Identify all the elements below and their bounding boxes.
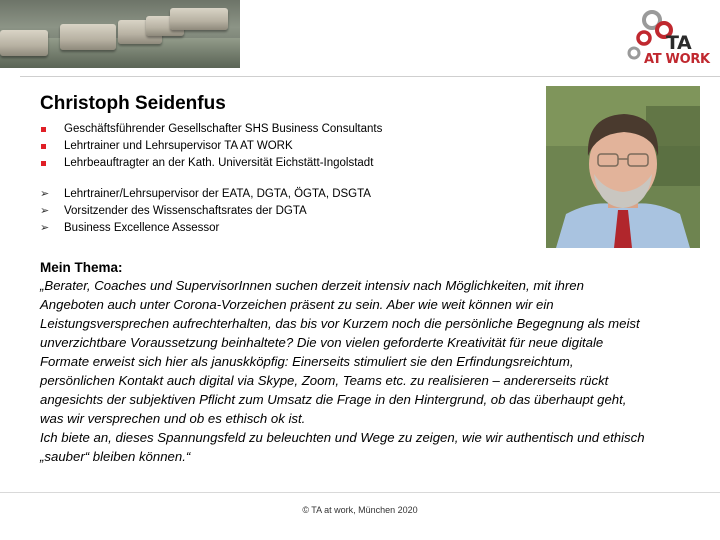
quote-line: unverzichtbare Voraussetzung beinhaltete? Die von vielen geforderte Kreativität für neue digitale [40,335,604,350]
ta-at-work-logo [604,8,716,68]
list-item [40,186,371,203]
quote-line: was wir versprechen und ob es ethisch ok ist. [40,411,306,426]
person-name: Christoph Seidenfus [40,93,226,114]
list-item [40,203,371,220]
list-item [40,138,382,155]
stone [60,24,116,50]
list-item [40,220,371,237]
arrow-bullet-icon: ➢ [40,205,50,217]
thema-quote [40,276,712,466]
list-item [40,121,382,138]
role-text: Lehrbeauftragter an der Kath. Universität Eichstätt-Ingolstadt [64,157,374,169]
portrait-photo [546,86,700,248]
quote-line: angesichts der subjektiven Pflicht zum Umsatz die Frage in den Hintergrund, ob das überhaupt geht, [40,392,627,407]
secondary-roles-list [40,186,371,237]
header-stepping-stones-image [0,0,240,68]
red-square-bullet-icon [41,127,46,132]
arrow-bullet-icon: ➢ [40,188,50,200]
header-divider [20,76,720,77]
portrait-illustration [546,86,700,248]
quote-line: „sauber“ bleiben können.“ [40,449,191,464]
list-item [40,155,382,172]
red-square-bullet-icon [41,144,46,149]
quote-line: Leistungsversprechen aufrechterhalten, das bis vor Kurzem noch die persönliche Begegnung als meist [40,316,640,331]
primary-roles-list [40,121,382,172]
red-square-bullet-icon [41,161,46,166]
logo-text-ta: TA [666,32,692,54]
stone [170,8,228,30]
footer-copyright: © TA at work, München 2020 [302,505,418,515]
role-text: Business Excellence Assessor [64,222,220,234]
stone [0,30,48,56]
role-text: Lehrtrainer/Lehrsupervisor der EATA, DGTA, ÖGTA, DSGTA [64,188,371,200]
role-text: Geschäftsführender Gesellschafter SHS Business Consultants [64,123,383,135]
quote-line: Angeboten auch unter Corona-Vorzeichen präsent zu sein. Aber wie weit können wir ein [40,297,554,312]
quote-line: „Berater, Coaches und SupervisorInnen suchen derzeit intensiv nach Möglichkeiten, mit ihren [40,278,584,293]
logo-text-at-work: AT WORK [644,52,710,67]
quote-line: persönlichen Kontakt auch digital via Skype, Zoom, Teams etc. zu realisieren – andererseits rückt [40,373,609,388]
footer-divider [0,492,720,493]
quote-line: Formate erweist sich hier als januskköpfig: Einerseits stimuliert sie den Erfindungsreichtum, [40,354,574,369]
thema-heading: Mein Thema: [40,260,123,275]
role-text: Vorsitzender des Wissenschaftsrates der DGTA [64,205,307,217]
quote-line: Ich biete an, dieses Spannungsfeld zu beleuchten und Wege zu zeigen, wie wir authentisch und ethisch [40,430,645,445]
role-text: Lehrtrainer und Lehrsupervisor TA AT WORK [64,140,293,152]
arrow-bullet-icon: ➢ [40,222,50,234]
